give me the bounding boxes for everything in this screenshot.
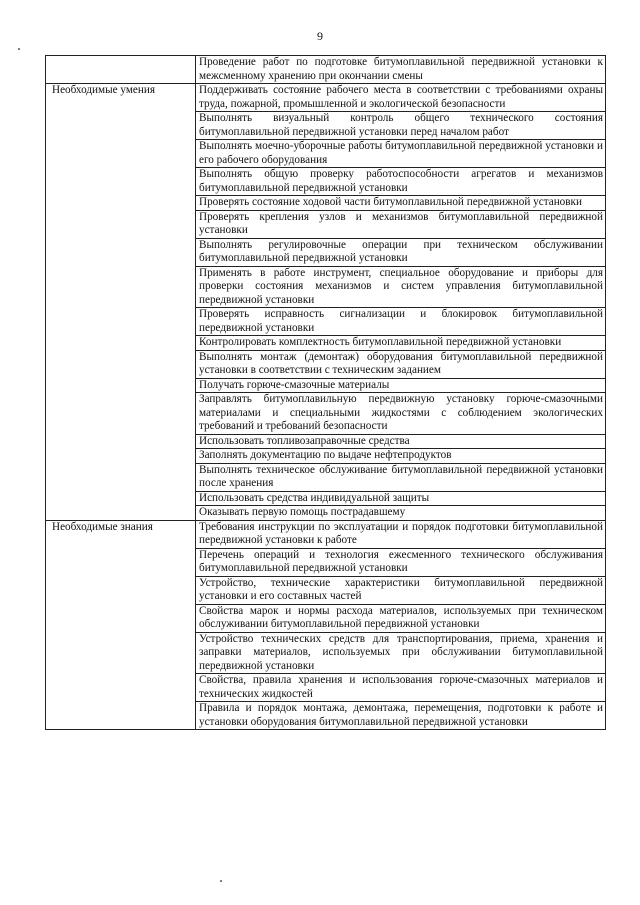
row-description: Выполнять визуальный контроль общего технического состояния битумоплавильной передвижной установки перед началом работ [196, 112, 606, 140]
row-description: Использовать топливозаправочные средства [196, 434, 606, 449]
scan-speck [220, 880, 222, 882]
row-category-label [46, 56, 196, 84]
row-description: Оказывать первую помощь пострадавшему [196, 506, 606, 521]
row-description: Проверять исправность сигнализации и блокировок битумоплавильной передвижной установки [196, 308, 606, 336]
row-description: Свойства, правила хранения и использования горюче-смазочных материалов и технических жидкостей [196, 674, 606, 702]
row-description: Проверять состояние ходовой части битумоплавильной передвижной установки [196, 196, 606, 211]
row-description: Выполнять регулировочные операции при техническом обслуживании битумоплавильной передвижной установки [196, 238, 606, 266]
row-description: Проведение работ по подготовке битумоплавильной передвижной установки к межсменному хранению при окончании смены [196, 56, 606, 84]
row-category-label: Необходимые умения [46, 84, 196, 521]
row-description: Применять в работе инструмент, специальное оборудование и приборы для проверки состояния механизмов и систем управления битумоплавильной передвижной установки [196, 266, 606, 308]
table-row [46, 56, 606, 84]
requirements-table [45, 55, 606, 730]
table-body [46, 56, 606, 730]
row-description: Заполнять документацию по выдаче нефтепродуктов [196, 449, 606, 464]
row-description: Устройство технических средств для транспортирования, приема, хранения и заправки материалов, используемых при обслуживании битумоплавильной передвижной установки [196, 632, 606, 674]
row-description: Выполнять техническое обслуживание битумоплавильной передвижной установки после хранения [196, 463, 606, 491]
row-description: Выполнять моечно-уборочные работы битумоплавильной передвижной установки и его рабочего оборудования [196, 140, 606, 168]
row-description: Использовать средства индивидуальной защиты [196, 491, 606, 506]
row-description: Получать горюче-смазочные материалы [196, 378, 606, 393]
row-description: Контролировать комплектность битумоплавильной передвижной установки [196, 336, 606, 351]
table-row [46, 84, 606, 112]
row-description: Свойства марок и нормы расхода материалов, используемых при техническом обслуживании битумоплавильной передвижной установки [196, 604, 606, 632]
table-row [46, 520, 606, 548]
row-description: Проверять крепления узлов и механизмов битумоплавильной передвижной установки [196, 210, 606, 238]
row-category-label: Необходимые знания [46, 520, 196, 730]
row-description: Перечень операций и технология ежесменного технического обслуживания битумоплавильной передвижной установки [196, 548, 606, 576]
row-description: Выполнять общую проверку работоспособности агрегатов и механизмов битумоплавильной передвижной установки [196, 168, 606, 196]
row-description: Требования инструкции по эксплуатации и порядок подготовки битумоплавильной передвижной установки к работе [196, 520, 606, 548]
row-description: Поддерживать состояние рабочего места в соответствии с требованиями охраны труда, пожарной, промышленной и экологической безопасности [196, 84, 606, 112]
row-description: Правила и порядок монтажа, демонтажа, перемещения, подготовки к работе и установки оборудования битумоплавильной передвижной установки [196, 702, 606, 730]
row-description: Устройство, технические характеристики битумоплавильной передвижной установки и его составных частей [196, 576, 606, 604]
page-number: 9 [317, 29, 323, 43]
row-description: Выполнять монтаж (демонтаж) оборудования битумоплавильной передвижной установки в соответствии с техническим заданием [196, 350, 606, 378]
scan-speck [18, 48, 20, 50]
row-description: Заправлять битумоплавильную передвижную установку горюче-смазочными материалами и специальными жидкостями с соблюдением экологических требований и требований безопасности [196, 393, 606, 435]
